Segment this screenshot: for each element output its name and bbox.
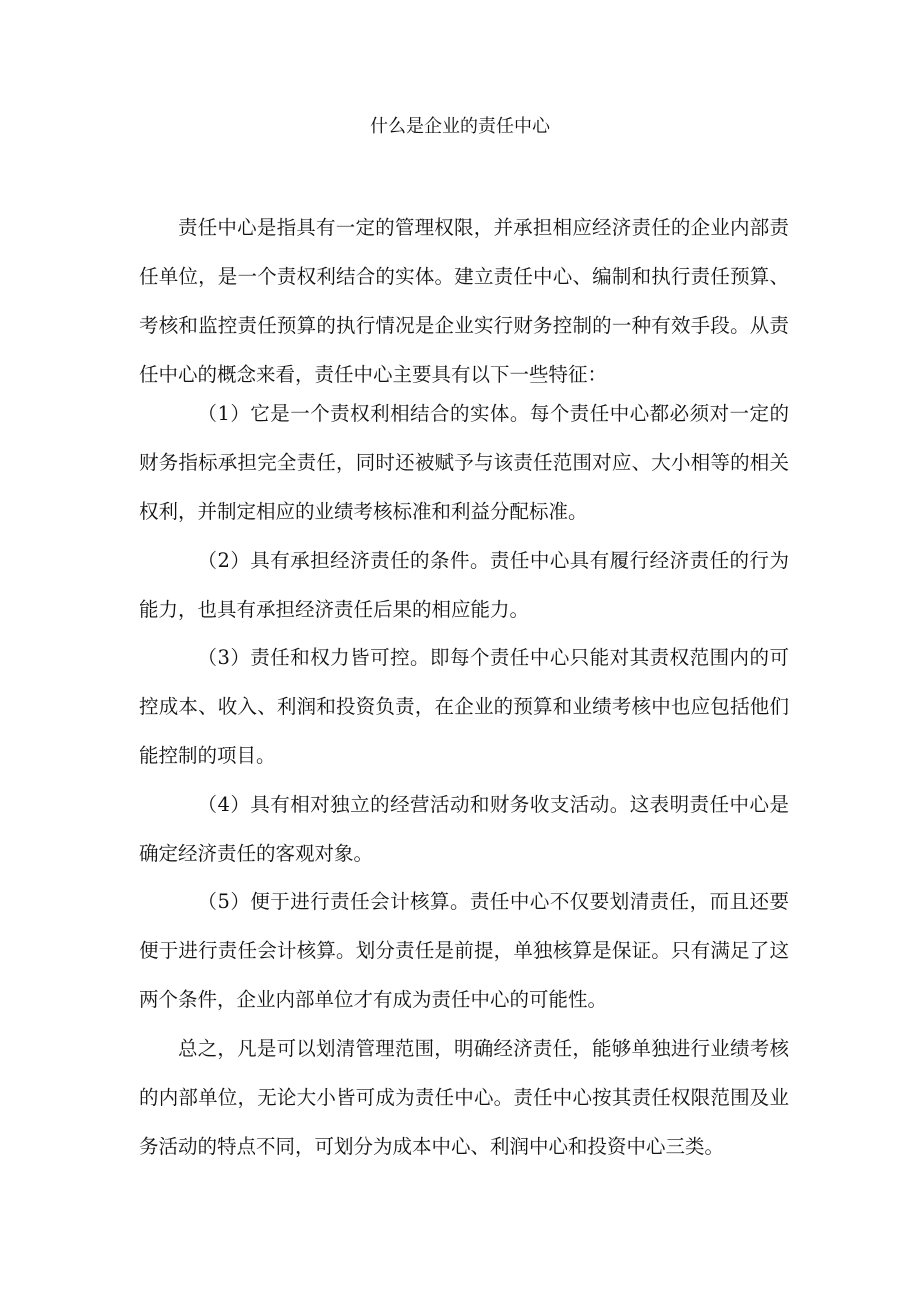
intro-paragraph: 责任中心是指具有一定的管理权限，并承担相应经济责任的企业内部责任单位，是一个责权利结合的实体。建立责任中心、编制和执行责任预算、考核和监控责任预算的执行情况是企业实行财务控制的一种有效手段。从责任中心的概念来看，责任中心主要具有以下一些特征： [139, 216, 789, 386]
feature-3-paragraph: （3）责任和权力皆可控。即每个责任中心只能对其责权范围内的可控成本、收入、利润和投资负责，在企业的预算和业绩考核中也应包括他们能控制的项目。 [139, 646, 789, 767]
feature-5-paragraph: （5）便于进行责任会计核算。责任中心不仅要划清责任，而且还要便于进行责任会计核算。划分责任是前提，单独核算是保证。只有满足了这两个条件，企业内部单位才有成为责任中心的可能性。 [139, 890, 789, 1011]
feature-4-paragraph: （4）具有相对独立的经营活动和财务收支活动。这表明责任中心是确定经济责任的客观对象。 [139, 793, 789, 865]
document-title: 什么是企业的责任中心 [370, 116, 550, 137]
feature-1-paragraph: （1）它是一个责权利相结合的实体。每个责任中心都必须对一定的财务指标承担完全责任，同时还被赋予与该责任范围对应、大小相等的相关权利，并制定相应的业绩考核标准和利益分配标准。 [139, 402, 789, 523]
conclusion-paragraph: 总之，凡是可以划清管理范围，明确经济责任，能够单独进行业绩考核的内部单位，无论大小皆可成为责任中心。责任中心按其责任权限范围及业务活动的特点不同，可划分为成本中心、利润中心和投资中心三类。 [139, 1037, 789, 1158]
feature-2-paragraph: （2）具有承担经济责任的条件。责任中心具有履行经济责任的行为能力，也具有承担经济责任后果的相应能力。 [139, 549, 789, 621]
